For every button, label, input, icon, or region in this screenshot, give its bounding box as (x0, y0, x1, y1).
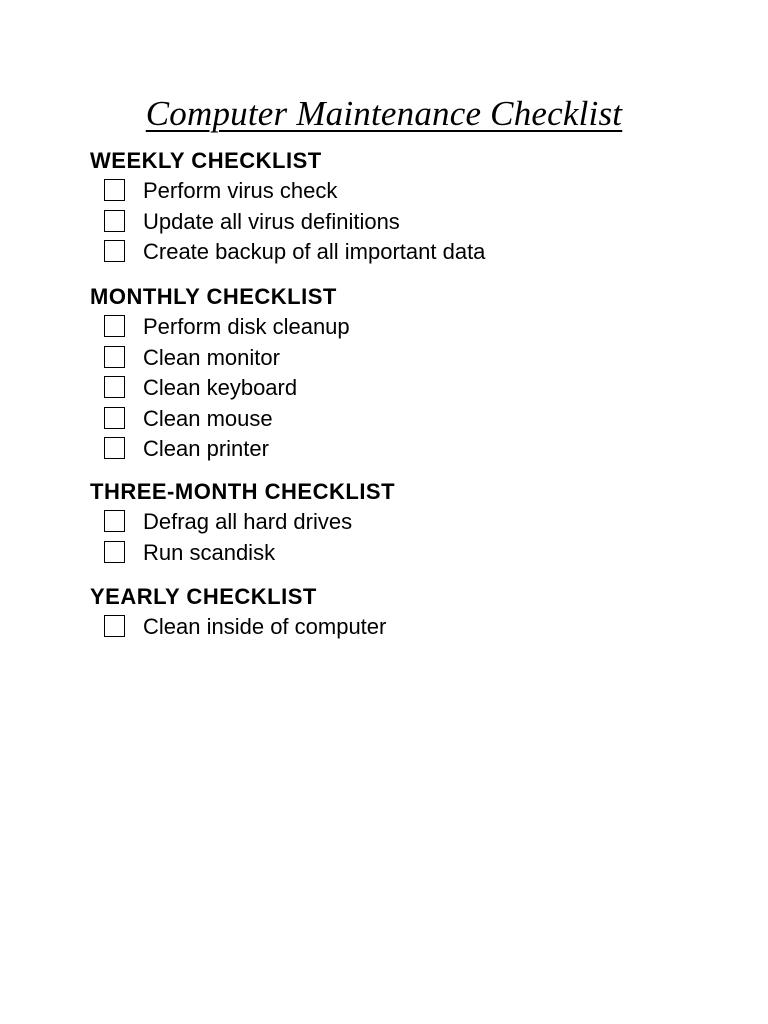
checklist-item-label: Defrag all hard drives (143, 509, 353, 534)
checkbox[interactable] (104, 346, 125, 368)
section-yearly (90, 582, 730, 643)
checklist-item (90, 434, 730, 465)
checkbox[interactable] (104, 407, 125, 429)
checklist-item-label: Clean keyboard (143, 375, 298, 400)
checkbox[interactable] (104, 615, 125, 637)
checklist-item-label: Clean monitor (143, 344, 280, 370)
checklist-three-month (90, 507, 730, 568)
checklist-item (90, 538, 730, 569)
checkbox[interactable] (104, 510, 125, 532)
checklist-item-label: Perform virus check (143, 178, 338, 203)
checklist-item-label: Perform disk cleanup (143, 314, 350, 339)
section-heading-monthly: MONTHLY CHECKLIST (90, 284, 337, 309)
checklist-item-label: Clean inside of computer (143, 614, 387, 639)
section-weekly (90, 146, 730, 268)
checkbox[interactable] (104, 210, 125, 232)
checkbox[interactable] (104, 179, 125, 201)
checkbox[interactable] (104, 376, 125, 398)
checklist-item-label: Run scandisk (143, 539, 276, 565)
checklist-item-label: Create backup of all important data (143, 239, 486, 264)
checklist-item (90, 373, 730, 404)
checklist-yearly (90, 612, 730, 643)
checklist-item-label: Clean printer (143, 436, 269, 461)
checklist-item-label: Update all virus definitions (143, 208, 400, 234)
checkbox[interactable] (104, 541, 125, 563)
section-heading-yearly: YEARLY CHECKLIST (90, 584, 317, 609)
checklist-item (90, 612, 730, 643)
checklist-item (90, 207, 730, 238)
section-heading-three-month: THREE-MONTH CHECKLIST (90, 479, 396, 504)
page-title: Computer Maintenance Checklist (145, 94, 623, 133)
checklist-item (90, 404, 730, 435)
checklist-item (90, 343, 730, 374)
checklist-item (90, 507, 730, 538)
checklist-item (90, 237, 730, 268)
checkbox[interactable] (104, 437, 125, 459)
section-monthly (90, 282, 730, 465)
checklist-monthly (90, 312, 730, 465)
checklist-item-label: Clean mouse (143, 405, 273, 431)
checklist-item (90, 176, 730, 207)
checkbox[interactable] (104, 315, 125, 337)
checkbox[interactable] (104, 240, 125, 262)
section-heading-weekly: WEEKLY CHECKLIST (90, 148, 322, 173)
section-three-month (90, 477, 730, 568)
checklist-weekly (90, 176, 730, 268)
checklist-item (90, 312, 730, 343)
